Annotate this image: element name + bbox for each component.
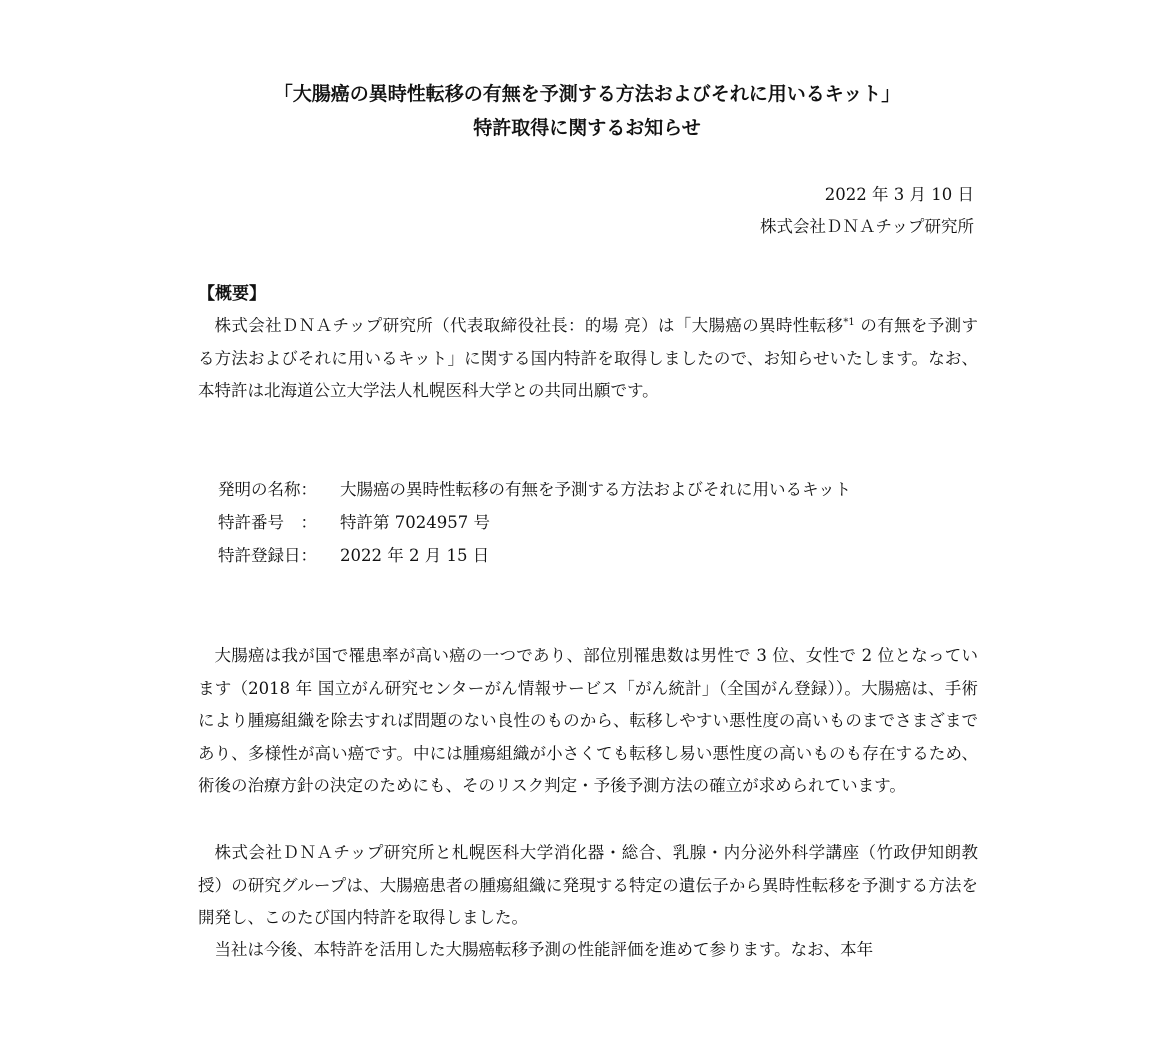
release-date: 2022 年 3 月 10 日 (824, 185, 974, 204)
patent-date-value: 2022 年 2 月 15 日 (340, 546, 490, 565)
patent-name-row (218, 476, 851, 504)
document-title: 「大腸癌の異時性転移の有無を予測する方法およびそれに用いるキット」 (273, 83, 901, 105)
overview-text-end: の有無を予測する方法およびそれに用いるキット」に関する国内特許を取得しましたので、お知らせいたします。なお、本特許は北海道公立大学法人札幌医科大学との共同出願です。 (198, 316, 979, 400)
patent-name-value: 大腸癌の異時性転移の有無を予測する方法およびそれに用いるキット (340, 480, 852, 499)
overview-text-start: 株式会社ＤＮＡチップ研究所（代表取締役社長：的場 亮）は「大腸癌の異時性転移 (214, 316, 844, 335)
body-paragraph-3: 当社は今後、本特許を活用した大腸癌転移予測の性能評価を進めて参ります。なお、本年 (214, 940, 874, 959)
document-subtitle: 特許取得に関するお知らせ (473, 117, 701, 139)
body-paragraph-2: 株式会社ＤＮＡチップ研究所と札幌医科大学消化器・総合、乳腺・内分泌外科学講座（竹政伊知朗教授）の研究グループは、大腸癌患者の腫瘍組織に発現する特定の遺伝子から異時性転移を予測する方法を開発し、このたび国内特許を取得しました。 (198, 843, 978, 927)
footnote-mark: *1 (843, 317, 855, 328)
body-paragraph-1: 大腸癌は我が国で罹患率が高い癌の一つであり、部位別罹患数は男性で 3 位、女性で 2 位となっています（2018 年 国立がん研究センターがん情報サービス「がん統計」（全国がん登録））。大腸癌は、手術により腫瘍組織を除去すれば問題のない良性のものから、転移しやすい悪性度の高いものまでさまざまであり、多様性が高い癌です。中には腫瘍組織が小さくても転移し易い悪性度の高いものも存在するため、術後の治療方針の決定のためにも、そのリスク判定・予後予測方法の確立が求められています。 (198, 646, 978, 795)
patent-number-label: 特許番号 ： (218, 513, 317, 532)
patent-number-row (218, 509, 490, 537)
patent-number-value: 特許第 7024957 号 (340, 513, 490, 532)
patent-name-label: 発明の名称： (218, 480, 317, 499)
company-name: 株式会社ＤＮＡチップ研究所 (759, 217, 974, 236)
overview-paragraph (198, 310, 978, 408)
patent-date-row (218, 542, 489, 570)
overview-heading: 【概要】 (198, 284, 266, 304)
patent-date-label: 特許登録日： (218, 546, 317, 565)
